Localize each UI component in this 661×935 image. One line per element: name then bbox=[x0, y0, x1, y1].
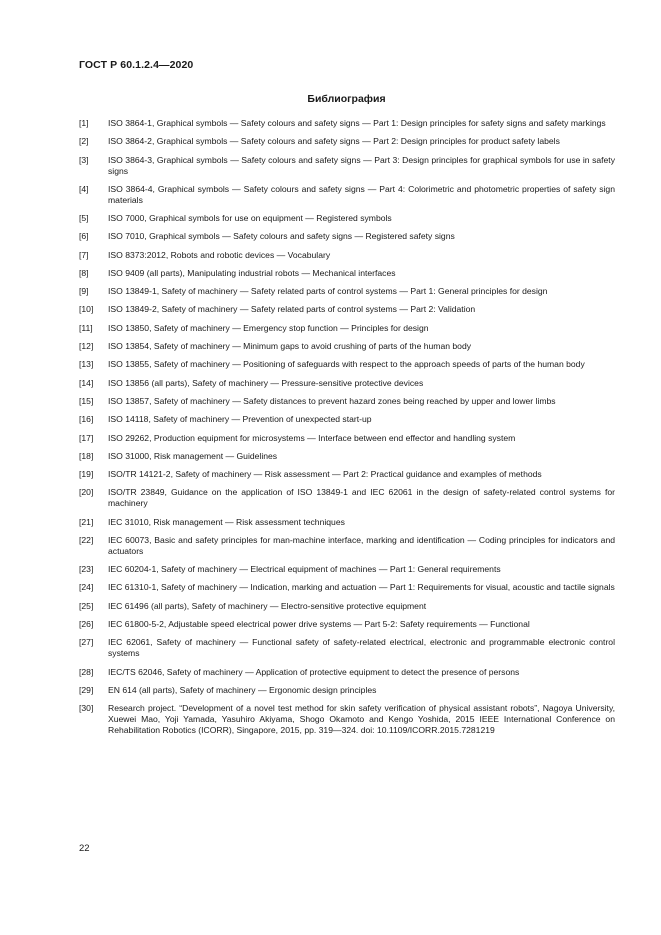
entry-text: IEC 31010, Risk management — Risk assessment techniques bbox=[108, 516, 345, 527]
entry-text: ISO 3864-1, Graphical symbols — Safety colours and safety signs — Part 1: Design principles for safety signs and safety markings bbox=[108, 118, 606, 128]
bibliography-entry bbox=[79, 359, 615, 370]
entry-text: ISO 13855, Safety of machinery — Positioning of safeguards with respect to the approach speeds of parts of the human body bbox=[108, 359, 585, 370]
bibliography-entry bbox=[79, 213, 615, 224]
entry-number: [27] bbox=[79, 637, 94, 648]
entry-text: ISO 9409 (all parts), Manipulating industrial robots — Mechanical interfaces bbox=[108, 267, 396, 278]
entry-number: [8] bbox=[79, 267, 89, 278]
entry-number: [6] bbox=[79, 231, 89, 242]
bibliography-entry bbox=[79, 433, 615, 444]
entry-text: IEC 60204-1, Safety of machinery — Electrical equipment of machines — Part 1: General requirements bbox=[108, 564, 501, 575]
entry-number: [28] bbox=[79, 666, 94, 677]
entry-number: [9] bbox=[79, 286, 89, 297]
entry-text: ISO/TR 23849, Guidance on the application of ISO 13849-1 and IEC 62061 in the design of safety-related control systems for machinery bbox=[108, 487, 615, 509]
bibliography-entry bbox=[79, 184, 615, 206]
bibliography-entry bbox=[79, 637, 615, 659]
entry-text: ISO 13854, Safety of machinery — Minimum gaps to avoid crushing of parts of the human body bbox=[108, 341, 472, 352]
entry-number: [3] bbox=[79, 154, 89, 165]
entry-text: ISO 13849-1, Safety of machinery — Safety related parts of control systems — Part 1: General principles for design bbox=[108, 286, 548, 297]
entry-text: ISO 29262, Production equipment for microsystems — Interface between end effector and handling system bbox=[108, 432, 516, 443]
entry-text: IEC 61800-5-2, Adjustable speed electrical power drive systems — Part 5-2: Safety requirements — Functional bbox=[108, 619, 530, 630]
bibliography-entry bbox=[79, 535, 615, 557]
entry-number: [26] bbox=[79, 619, 94, 630]
entry-text: EN 614 (all parts), Safety of machinery — Ergonomic design principles bbox=[108, 684, 377, 695]
bibliography-entry bbox=[79, 304, 615, 315]
entry-number: [20] bbox=[79, 487, 94, 498]
entry-number: [14] bbox=[79, 377, 94, 388]
bibliography-entry bbox=[79, 469, 615, 480]
entry-text: ISO 3864-3, Graphical symbols — Safety colours and safety signs — Part 3: Design principles for graphical symbols for use in safety signs bbox=[108, 154, 615, 176]
entry-number: [5] bbox=[79, 213, 89, 223]
bibliography-entry bbox=[79, 396, 615, 407]
bibliography-entry bbox=[79, 517, 615, 528]
entry-number: [30] bbox=[79, 703, 94, 714]
entry-text: Research project. “Development of a novel test method for skin safety verification of physical assistant robots”, Nagoya University, Xuewei Mao, Yoji Yamada, Yasuhiro Akiyama, Shogo Okamoto and Kengo Yoshida, 2015 IEEE International Conference on Rehabilitation Robotics (ICORR), Singapore, 2015, pp. 319—324. doi: 10.1109/ICORR.2015.7281219 bbox=[108, 703, 615, 735]
document-code-header: ГОСТ Р 60.1.2.4—2020 bbox=[79, 59, 194, 71]
bibliography-entry bbox=[79, 231, 615, 242]
bibliography-entry bbox=[79, 341, 615, 352]
entry-text: ISO 13850, Safety of machinery — Emergency stop function — Principles for design bbox=[108, 322, 429, 333]
entry-number: [1] bbox=[79, 118, 89, 128]
entry-text: IEC 60073, Basic and safety principles for man-machine interface, marking and identification — Coding principles for indicators and actuators bbox=[108, 534, 615, 556]
entry-number: [7] bbox=[79, 249, 89, 260]
entry-number: [15] bbox=[79, 395, 94, 406]
entry-number: [16] bbox=[79, 414, 94, 425]
bibliography-entry bbox=[79, 667, 615, 678]
entry-number: [2] bbox=[79, 136, 89, 147]
entry-number: [29] bbox=[79, 684, 94, 695]
bibliography-entry bbox=[79, 268, 615, 279]
entry-text: IEC 61496 (all parts), Safety of machinery — Electro-sensitive protective equipment bbox=[108, 600, 427, 611]
entry-number: [22] bbox=[79, 534, 94, 545]
bibliography-entry bbox=[79, 155, 615, 177]
bibliography-entry bbox=[79, 451, 615, 462]
bibliography-entry bbox=[79, 286, 615, 297]
bibliography-list bbox=[79, 118, 615, 743]
entry-number: [23] bbox=[79, 564, 94, 575]
entry-text: ISO 8373:2012, Robots and robotic devices — Vocabulary bbox=[108, 249, 331, 260]
entry-text: ISO 3864-4, Graphical symbols — Safety colours and safety signs — Part 4: Colorimetric and photometric properties of safety sign materials bbox=[108, 183, 615, 205]
bibliography-entry bbox=[79, 619, 615, 630]
entry-number: [18] bbox=[79, 450, 94, 461]
bibliography-entry bbox=[79, 685, 615, 696]
page-number: 22 bbox=[79, 843, 90, 854]
entry-number: [24] bbox=[79, 582, 94, 593]
entry-text: ISO 7000, Graphical symbols for use on equipment — Registered symbols bbox=[108, 213, 392, 223]
entry-text: ISO 13849-2, Safety of machinery — Safety related parts of control systems — Part 2: Validation bbox=[108, 304, 476, 315]
entry-text: ISO 13857, Safety of machinery — Safety distances to prevent hazard zones being reached by upper and lower limbs bbox=[108, 395, 556, 406]
bibliography-entry bbox=[79, 118, 615, 129]
bibliography-entry bbox=[79, 582, 615, 593]
bibliography-entry bbox=[79, 414, 615, 425]
entry-text: ISO/TR 14121-2, Safety of machinery — Risk assessment — Part 2: Practical guidance and examples of methods bbox=[108, 469, 542, 480]
entry-number: [12] bbox=[79, 341, 94, 352]
entry-text: IEC 61310-1, Safety of machinery — Indication, marking and actuation — Part 1: Requirements for visual, acoustic and tactile signals bbox=[108, 582, 615, 593]
bibliography-entry bbox=[79, 378, 615, 389]
entry-text: ISO 13856 (all parts), Safety of machinery — Pressure-sensitive protective devices bbox=[108, 377, 424, 388]
entry-number: [17] bbox=[79, 432, 94, 443]
entry-number: [13] bbox=[79, 359, 94, 370]
entry-number: [4] bbox=[79, 183, 89, 194]
bibliography-title: Библиография bbox=[307, 93, 386, 105]
entry-number: [25] bbox=[79, 600, 94, 611]
entry-text: IEC 62061, Safety of machinery — Functional safety of safety-related electrical, electronic and programmable electronic control systems bbox=[108, 637, 615, 659]
bibliography-entry bbox=[79, 136, 615, 147]
entry-text: ISO 7010, Graphical symbols — Safety colours and safety signs — Registered safety signs bbox=[108, 231, 455, 242]
bibliography-entry bbox=[79, 250, 615, 261]
entry-text: ISO 31000, Risk management — Guidelines bbox=[108, 450, 278, 461]
entry-number: [21] bbox=[79, 516, 94, 527]
entry-number: [11] bbox=[79, 322, 93, 333]
entry-text: ISO 3864-2, Graphical symbols — Safety colours and safety signs — Part 2: Design principles for product safety labels bbox=[108, 136, 560, 147]
bibliography-entry bbox=[79, 601, 615, 612]
entry-number: [19] bbox=[79, 469, 94, 480]
bibliography-entry bbox=[79, 564, 615, 575]
entry-text: ISO 14118, Safety of machinery — Prevention of unexpected start-up bbox=[108, 414, 372, 425]
bibliography-entry bbox=[79, 323, 615, 334]
bibliography-entry bbox=[79, 703, 615, 736]
entry-number: [10] bbox=[79, 304, 94, 315]
entry-text: IEC/TS 62046, Safety of machinery — Application of protective equipment to detect the presence of persons bbox=[108, 666, 520, 677]
bibliography-entry bbox=[79, 487, 615, 509]
